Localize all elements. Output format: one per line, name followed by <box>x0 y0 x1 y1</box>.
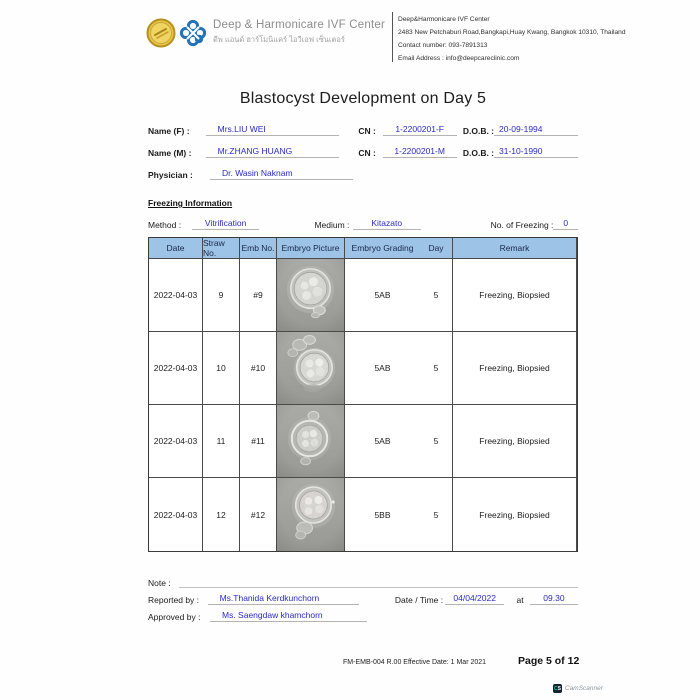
table-cell-emb: #9 <box>240 259 277 332</box>
name-f-value: Mrs.LIU WEI <box>206 124 340 136</box>
clinic-name-thai: ดีพ แอนด์ ฮาร์โมนิแคร์ ไอวีเอฟ เซ็นเตอร์ <box>213 35 345 44</box>
reported-row <box>148 591 578 605</box>
col-header-day: Day <box>420 238 453 259</box>
approved-row <box>148 608 578 622</box>
medium-label: Medium : <box>314 220 350 230</box>
dob-label: D.O.B. : <box>462 126 495 136</box>
embryo-image-10 <box>277 332 345 405</box>
dob-m-value: 31-10-1990 <box>494 146 578 158</box>
note-label: Note : <box>148 578 171 588</box>
cn-label: CN : <box>358 126 376 136</box>
table-cell-date: 2022-04-03 <box>149 259 203 332</box>
freezing-info-heading: Freezing Information <box>148 198 233 208</box>
col-header-grading: Embryo Grading <box>345 238 420 259</box>
table-cell-date: 2022-04-03 <box>149 478 203 551</box>
table-cell-grading: 5AB <box>345 405 420 478</box>
camscanner-label: CamScanner <box>565 685 603 692</box>
table-cell-remark: Freezing, Biopsied <box>453 478 577 551</box>
cn-f-value: 1-2200201-F <box>383 124 457 136</box>
table-cell-straw: 10 <box>203 332 240 405</box>
reported-by-value: Ms.Thanida Kerdkunchorn <box>208 593 359 605</box>
blue-clover-cross-icon <box>179 19 207 47</box>
clinic-info-email: Email Address : info@deepcareclinic.com <box>397 55 520 62</box>
table-cell-emb: #10 <box>240 332 277 405</box>
dob-label: D.O.B. : <box>462 148 495 158</box>
cn-label: CN : <box>358 148 376 158</box>
clinic-logo <box>146 18 207 48</box>
name-m-value: Mr.ZHANG HUANG <box>206 146 340 158</box>
col-header-date: Date <box>149 238 203 259</box>
name-f-label: Name (F) : <box>148 126 190 136</box>
col-header-picture: Embryo Picture <box>277 238 345 259</box>
method-label: Method : <box>148 220 182 230</box>
freezing-info-section <box>148 198 578 230</box>
clinic-name: Deep & Harmonicare IVF Center <box>213 19 385 31</box>
clinic-contact-block <box>398 12 626 66</box>
name-m-label: Name (M) : <box>148 148 192 158</box>
clinic-info-contact: Contact number: 093-7891313 <box>397 42 488 49</box>
table-cell-day: 5 <box>420 405 453 478</box>
col-header-straw: Straw No. <box>203 238 240 259</box>
table-cell-emb: #11 <box>240 405 277 478</box>
embryo-image-9 <box>277 259 345 332</box>
table-cell-grading: 5AB <box>345 259 420 332</box>
table-cell-remark: Freezing, Biopsied <box>453 259 577 332</box>
patient-info <box>148 121 578 187</box>
table-cell-day: 5 <box>420 332 453 405</box>
clinic-info-address: 2483 New Petchaburi Road,Bangkapi,Huay Kwang, Bangkok 10310, Thailand <box>397 29 626 36</box>
physician-label: Physician : <box>148 170 193 180</box>
freezing-info-row <box>148 217 578 230</box>
table-cell-date: 2022-04-03 <box>149 332 203 405</box>
header-divider <box>392 12 393 62</box>
clinic-header <box>146 12 626 66</box>
camscanner-icon: C S <box>554 685 561 692</box>
note-row <box>148 574 578 588</box>
approved-by-value: Ms. Saengdaw khamchorn <box>210 610 367 622</box>
freezing-count-label: No. of Freezing : <box>490 220 554 230</box>
report-time-value: 09.30 <box>530 593 578 605</box>
table-cell-day: 5 <box>420 259 453 332</box>
signature-section <box>148 574 578 625</box>
patient-row-female <box>148 121 578 136</box>
table-cell-remark: Freezing, Biopsied <box>453 332 577 405</box>
table-cell-grading: 5BB <box>374 509 391 520</box>
col-header-remark: Remark <box>453 238 577 259</box>
table-cell-grading: 5AB <box>345 332 420 405</box>
embryo-image-11 <box>277 405 345 478</box>
table-cell-straw: 12 <box>203 478 240 551</box>
table-cell-remark: Freezing, Biopsied <box>453 405 577 478</box>
table-cell-day: 5 <box>420 478 453 551</box>
reported-by-label: Reported by : <box>148 595 200 605</box>
at-label: at <box>516 595 524 605</box>
page-number: Page 5 of 12 <box>518 655 580 667</box>
clinic-info-name: Deep&Harmonicare IVF Center <box>397 16 490 23</box>
camscanner-watermark <box>553 684 603 693</box>
page-title: Blastocyst Development on Day 5 <box>239 90 487 107</box>
table-cell-date: 2022-04-03 <box>149 405 203 478</box>
method-value: Vitrification <box>192 218 260 230</box>
approved-by-label: Approved by : <box>148 612 201 622</box>
gold-coin-icon <box>146 18 176 48</box>
medium-value: Kitazato <box>353 218 421 230</box>
patient-row-male <box>148 143 578 158</box>
freezing-count-value: 0 <box>553 218 578 230</box>
table-cell-straw: 11 <box>203 405 240 478</box>
physician-value: Dr. Wasin Naknam <box>210 168 353 180</box>
note-line <box>179 576 578 588</box>
cn-m-value: 1-2200201-M <box>383 146 457 158</box>
dob-f-value: 20-09-1994 <box>494 124 578 136</box>
patient-row-physician <box>148 165 578 180</box>
datetime-label: Date / Time : <box>394 595 444 605</box>
col-header-emb: Emb No. <box>240 238 277 259</box>
report-date-value: 04/04/2022 <box>445 593 505 605</box>
embryo-image-12 <box>277 478 345 551</box>
document-reference: FM-EMB-004 R.00 Effective Date: 1 Mar 2021 <box>343 659 487 666</box>
table-cell-emb: #12 <box>240 478 277 551</box>
table-cell-straw: 9 <box>203 259 240 332</box>
clinic-brand <box>213 19 385 46</box>
embryo-table <box>148 237 578 552</box>
